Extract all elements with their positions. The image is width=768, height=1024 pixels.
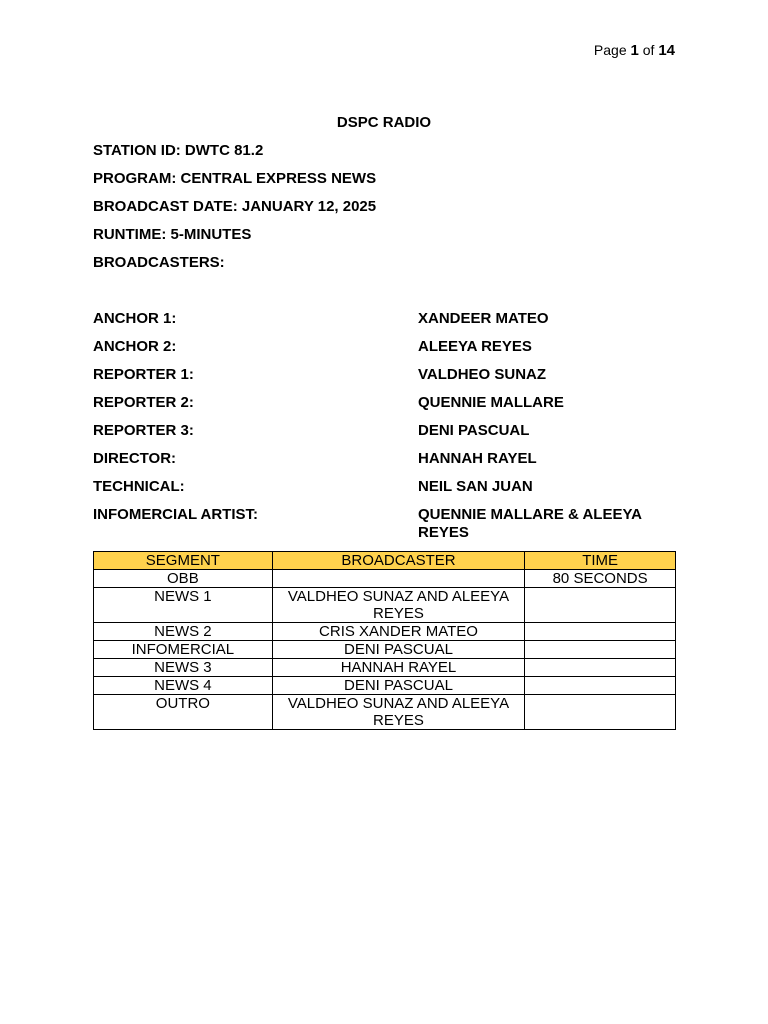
role-person: QUENNIE MALLARE [418, 394, 564, 411]
role-person: XANDEER MATEO [418, 310, 549, 327]
time-cell [525, 659, 676, 677]
broadcasters-label: BROADCASTERS: [93, 254, 225, 271]
broadcast-date: BROADCAST DATE: JANUARY 12, 2025 [93, 198, 377, 215]
time-cell [525, 623, 676, 641]
segment-cell: NEWS 4 [94, 677, 273, 695]
page-label: Page [593, 42, 627, 58]
broadcaster-cell: VALDHEO SUNAZ AND ALEEYA REYES [272, 695, 525, 730]
role-person: ALEEYA REYES [418, 338, 532, 355]
role-person: NEIL SAN JUAN [418, 478, 533, 495]
time-cell [525, 695, 676, 730]
segment-cell: NEWS 1 [94, 588, 273, 623]
rundown-table [93, 551, 676, 730]
time-cell [525, 641, 676, 659]
table-row [94, 677, 676, 695]
segment-cell: NEWS 3 [94, 659, 273, 677]
role-person: VALDHEO SUNAZ [418, 366, 547, 383]
role-label: REPORTER 1: [93, 366, 194, 383]
role-person: HANNAH RAYEL [418, 450, 537, 467]
segment-cell: NEWS 2 [94, 623, 273, 641]
table-row [94, 623, 676, 641]
page-number [594, 42, 675, 59]
segment-cell: INFOMERCIAL [94, 641, 273, 659]
time-cell: 80 SECONDS [525, 570, 676, 588]
table-row [94, 659, 676, 677]
column-header-segment: SEGMENT [94, 552, 273, 570]
table-row [94, 570, 676, 588]
table-row [94, 695, 676, 730]
role-person: DENI PASCUAL [418, 422, 530, 439]
broadcaster-cell: CRIS XANDER MATEO [272, 623, 525, 641]
station-id: STATION ID: DWTC 81.2 [93, 142, 264, 159]
time-cell [525, 677, 676, 695]
page-of: of [642, 42, 655, 58]
broadcaster-cell [272, 570, 525, 588]
role-label: ANCHOR 1: [93, 310, 177, 327]
role-label: REPORTER 2: [93, 394, 194, 411]
document-title: DSPC RADIO [336, 114, 432, 131]
role-person: QUENNIE MALLARE & ALEEYA REYES [418, 506, 642, 541]
table-row [94, 588, 676, 623]
page-total: 14 [658, 42, 675, 59]
broadcaster-cell: DENI PASCUAL [272, 677, 525, 695]
runtime: RUNTIME: 5-MINUTES [93, 226, 252, 243]
table-row [94, 641, 676, 659]
column-header-time: TIME [525, 552, 676, 570]
segment-cell: OBB [94, 570, 273, 588]
page-current: 1 [630, 42, 639, 59]
broadcaster-cell: VALDHEO SUNAZ AND ALEEYA REYES [272, 588, 525, 623]
role-label: REPORTER 3: [93, 422, 194, 439]
role-label: DIRECTOR: [93, 450, 177, 467]
time-cell [525, 588, 676, 623]
column-header-broadcaster: BROADCASTER [272, 552, 525, 570]
broadcaster-cell: DENI PASCUAL [272, 641, 525, 659]
role-label: INFOMERCIAL ARTIST: [93, 506, 258, 523]
table-header-row [94, 552, 676, 570]
program-name: PROGRAM: CENTRAL EXPRESS NEWS [93, 170, 377, 187]
broadcaster-cell: HANNAH RAYEL [272, 659, 525, 677]
role-label: TECHNICAL: [93, 478, 185, 495]
segment-cell: OUTRO [94, 695, 273, 730]
role-label: ANCHOR 2: [93, 338, 177, 355]
